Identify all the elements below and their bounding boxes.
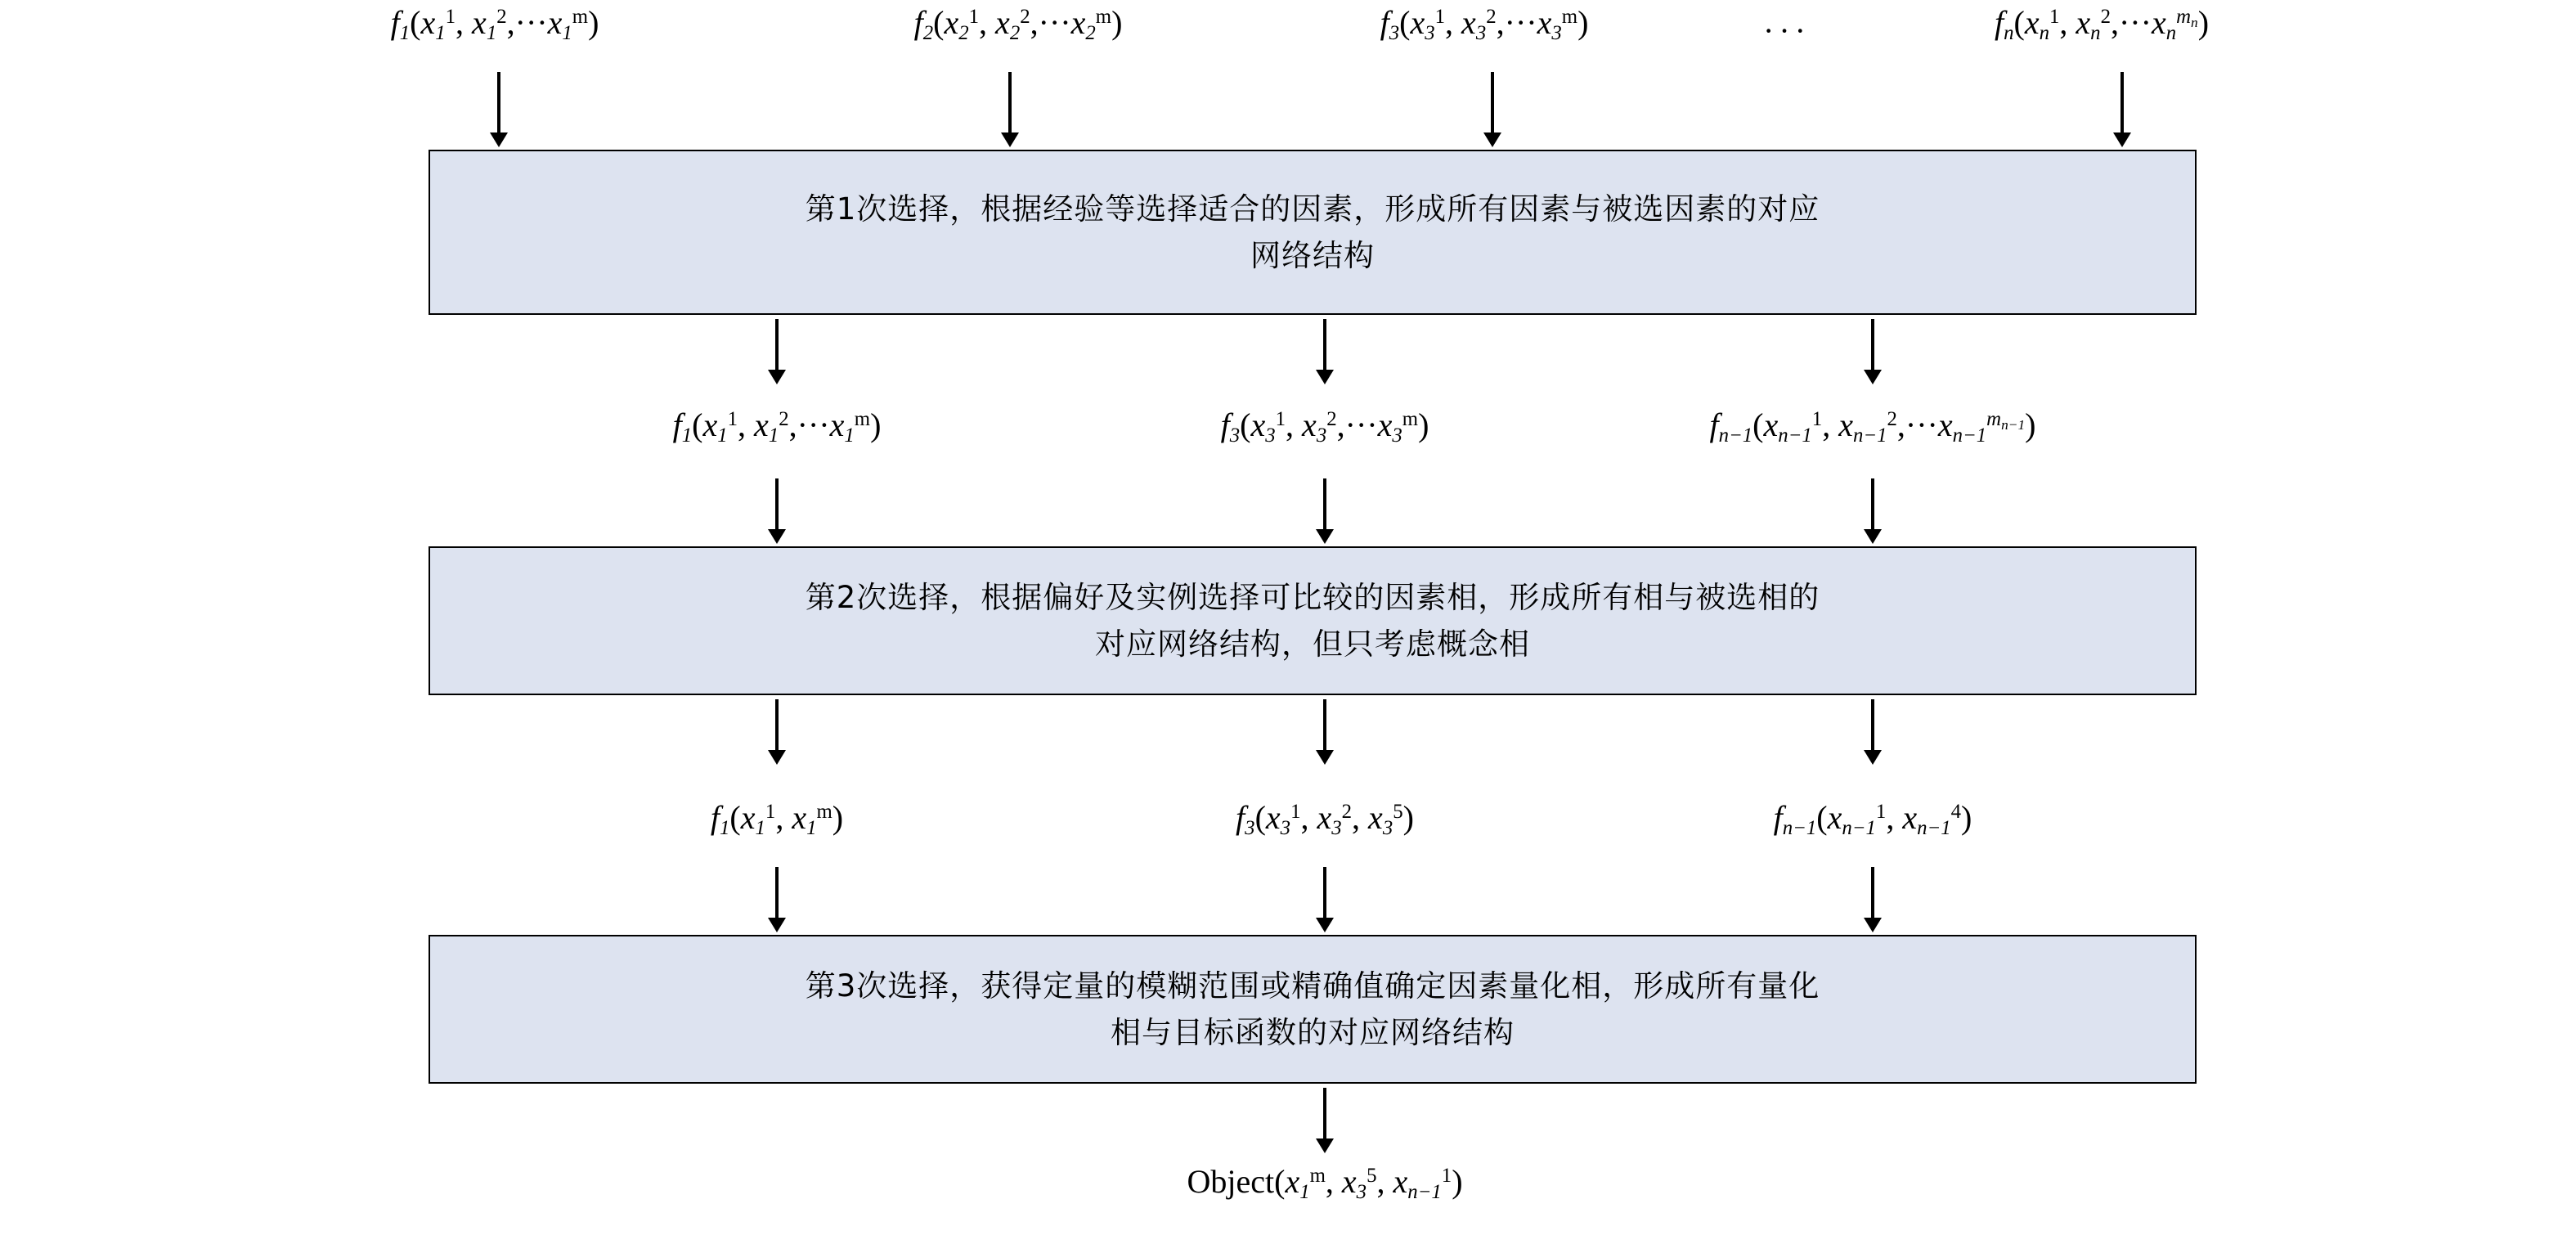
process-box-step1-text [773,186,1853,280]
top-label-f1: $f_1(x_1^1$, $x_1^2,\cdot\cdot\cdot x_1^m$) [390,4,599,45]
process-box-step3-text [773,963,1853,1057]
step3-line1: 第3次选择，获得定量的模糊范围或精确值确定因素量化相，形成所有量化 [805,968,1820,1004]
top-label-fn: $f_n(x_n^1$, $x_n^2,\cdot\cdot\cdot x_n^{m_n}$) [1994,4,2210,45]
process-box-step3[interactable] [429,935,2197,1084]
mid1-label-f1: $f_1(x_1^1$, $x_1^2,\cdot\cdot\cdot x_1^m$) [672,406,882,447]
mid1-label-fn1: $f_{n-1}(x_{n-1}^1$, $x_{n-1}^2,\cdot\cdot\cdot x_{n-1}^{m_{n-1}}$) [1709,406,2036,447]
mid1-label-f3: $f_3(x_3^1$, $x_3^2,\cdot\cdot\cdot x_3^m$) [1220,406,1429,447]
top-label-f2: $f_2(x_2^1$, $x_2^2,\cdot\cdot\cdot x_2^m$) [913,4,1123,45]
step2-line2: 对应网络结构，但只考虑概念相 [1094,626,1530,662]
step1-line1: 第1次选择，根据经验等选择适合的因素，形成所有因素与被选因素的对应 [805,191,1820,227]
process-box-step2[interactable] [429,546,2197,695]
process-box-step1[interactable] [429,150,2197,315]
top-label-ellipsis: ··· [1763,12,1811,49]
step1-line2: 网络结构 [1250,238,1375,273]
mid2-label-fn1: $f_{n-1}(x_{n-1}^1$, $x_{n-1}^4$) [1773,799,1972,840]
output-label-object: $Object(x_1^m$, $x_3^5$, $x_{n-1}^1$) [1187,1163,1463,1204]
process-box-step2-text [773,574,1853,668]
step2-line1: 第2次选择，根据偏好及实例选择可比较的因素相，形成所有相与被选相的 [805,579,1820,615]
mid2-label-f1: $f_1(x_1^1$, $x_1^m$) [710,799,844,840]
mid2-label-f3: $f_3(x_3^1$, $x_3^2$, $x_3^5$) [1236,799,1414,840]
top-label-f3: $f_3(x_3^1$, $x_3^2,\cdot\cdot\cdot x_3^m$) [1380,4,1589,45]
step3-line2: 相与目标函数的对应网络结构 [1110,1015,1515,1050]
